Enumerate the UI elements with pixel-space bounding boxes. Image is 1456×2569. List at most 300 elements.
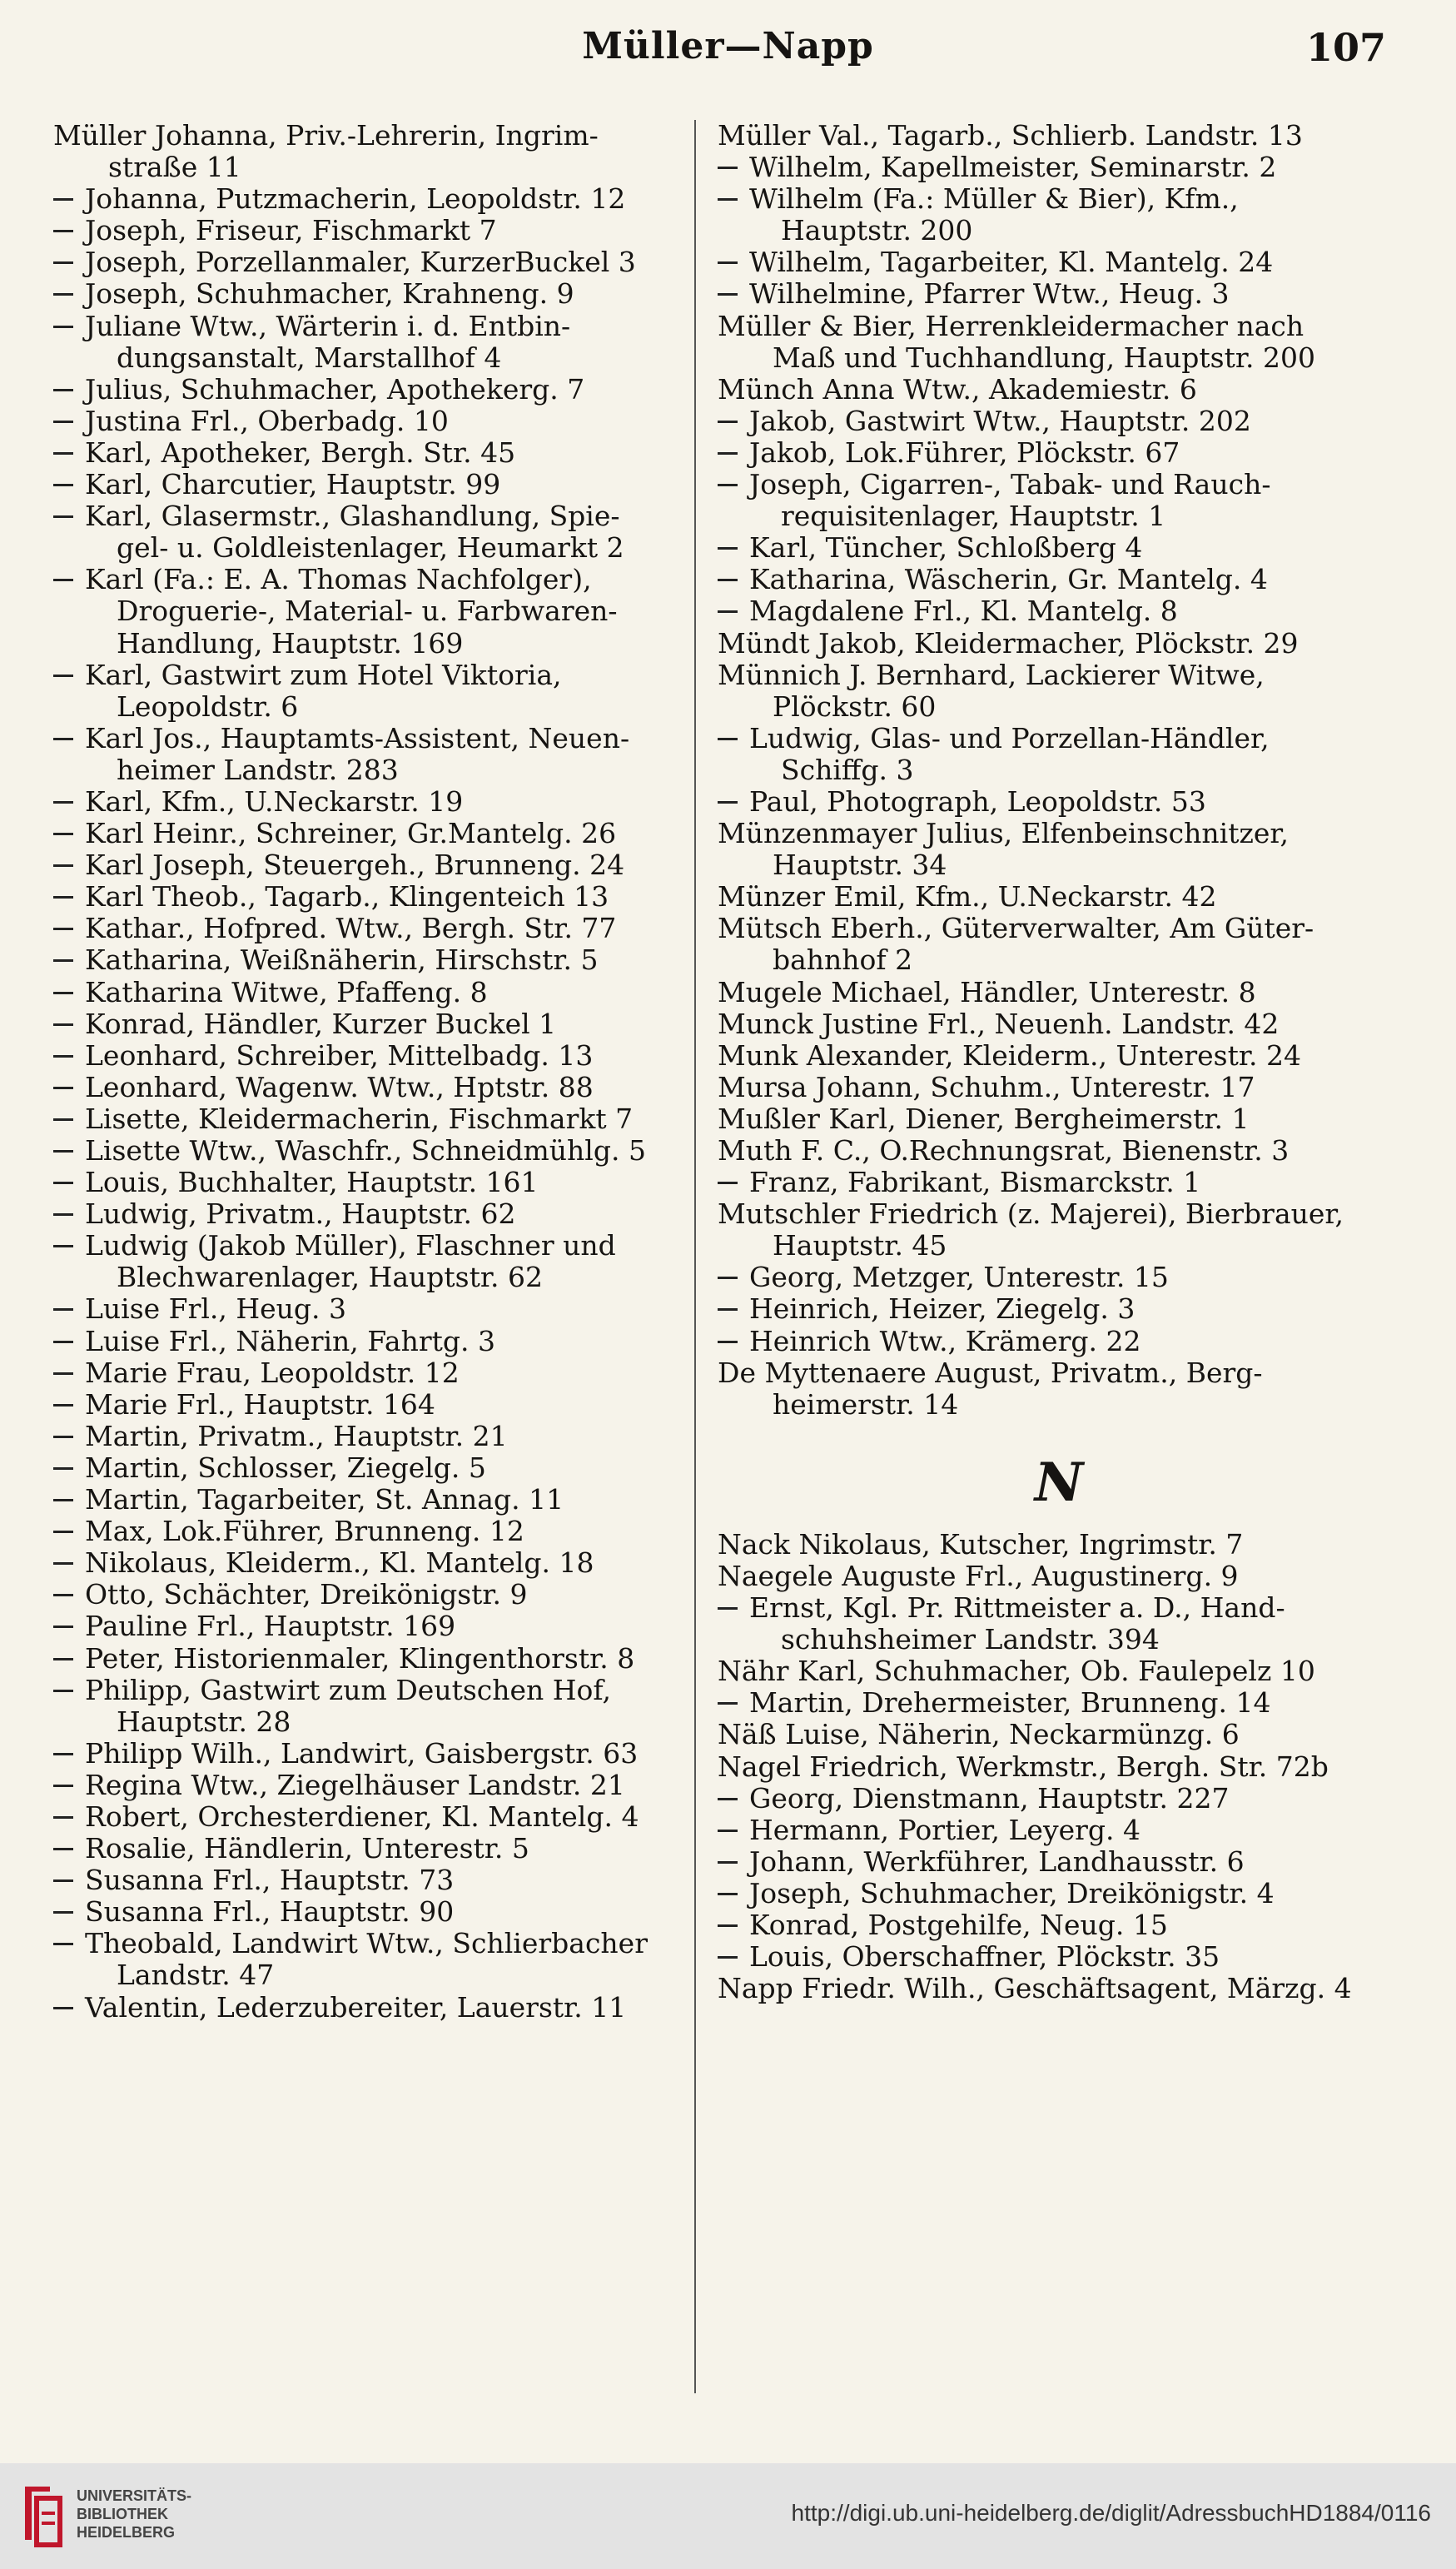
- entry-line: Ludwig (Jakob Müller), Flaschner und: [85, 1229, 616, 1262]
- entry-line: Otto, Schächter, Dreikönigstr. 9: [85, 1578, 528, 1611]
- entry-line: Luise Frl., Heug. 3: [85, 1292, 347, 1326]
- column-divider: [694, 120, 696, 2393]
- ditto-dash-icon: [718, 1182, 738, 1184]
- entry-line: Karl, Glasermstr., Glashandlung, Spie-: [85, 500, 620, 533]
- directory-entry: [53, 1072, 686, 1103]
- entry-line: Pauline Frl., Hauptstr. 169: [85, 1610, 456, 1643]
- ditto-dash-icon: [53, 1213, 73, 1216]
- entry-line: Münzenmayer Julius, Elfenbeinschnitzer,: [718, 817, 1290, 850]
- ditto-dash-icon: [53, 421, 73, 423]
- entry-line: Lisette, Kleidermacherin, Fischmarkt 7: [85, 1102, 634, 1135]
- entry-line: Münch Anna Wtw., Akademiestr. 6: [718, 372, 1197, 406]
- ditto-dash-icon: [53, 1499, 73, 1501]
- directory-entry: [53, 406, 686, 437]
- entry-line: Johanna, Putzmacherin, Leopoldstr. 12: [85, 182, 626, 216]
- directory-entry: [718, 1103, 1400, 1135]
- directory-entry: [53, 183, 686, 215]
- entry-line: Heinrich, Heizer, Ziegelg. 3: [749, 1292, 1135, 1326]
- ditto-dash-icon: [718, 1956, 738, 1959]
- ditto-dash-icon: [718, 738, 738, 740]
- entry-line: Marie Frau, Leopoldstr. 12: [85, 1356, 460, 1389]
- ditto-dash-icon: [53, 293, 73, 296]
- directory-entry: [718, 406, 1400, 437]
- ditto-dash-icon: [53, 738, 73, 740]
- directory-entry: [718, 1262, 1400, 1293]
- directory-entry: [53, 1547, 686, 1579]
- ditto-dash-icon: [718, 1702, 738, 1705]
- directory-entry: [53, 1928, 686, 1991]
- entry-line: Leonhard, Schreiber, Mittelbadg. 13: [85, 1038, 594, 1072]
- ditto-dash-icon: [718, 1830, 738, 1832]
- directory-entry: [53, 977, 686, 1008]
- entry-continuation-line: Droguerie-, Material- u. Farbwaren-: [117, 595, 618, 628]
- directory-entry: [718, 278, 1400, 310]
- directory-entry: [53, 500, 686, 564]
- entry-line: Karl Joseph, Steuergeh., Brunneng. 24: [85, 849, 625, 882]
- entry-continuation-line: Hauptstr. 28: [117, 1705, 291, 1738]
- entry-line: Katharina Witwe, Pfaffeng. 8: [85, 975, 488, 1008]
- entry-line: Kathar., Hofpred. Wtw., Bergh. Str. 77: [85, 912, 617, 945]
- entry-continuation-line: bahnhof 2: [773, 943, 913, 977]
- entry-continuation-line: Blechwarenlager, Hauptstr. 62: [117, 1261, 543, 1294]
- entry-line: Georg, Dienstmann, Hauptstr. 227: [749, 1781, 1230, 1815]
- entry-line: Karl, Tüncher, Schloßberg 4: [749, 531, 1143, 565]
- directory-entry: [53, 1579, 686, 1611]
- entry-line: Lisette Wtw., Waschfr., Schneidmühlg. 5: [85, 1134, 646, 1167]
- ditto-dash-icon: [53, 1658, 73, 1660]
- ditto-dash-icon: [718, 547, 738, 550]
- ditto-dash-icon: [53, 1245, 73, 1247]
- directory-entry: [718, 1561, 1400, 1592]
- entry-line: Rosalie, Händlerin, Unterestr. 5: [85, 1832, 529, 1865]
- entry-line: Nagel Friedrich, Werkmstr., Bergh. Str. 72b: [718, 1750, 1329, 1783]
- ditto-dash-icon: [53, 992, 73, 994]
- ditto-dash-icon: [718, 1893, 738, 1895]
- directory-entry: [718, 311, 1400, 374]
- ditto-dash-icon: [718, 610, 738, 613]
- entry-continuation-line: Maß und Tuchhandlung, Hauptstr. 200: [773, 341, 1315, 374]
- logo-line: BIBLIOTHEK: [77, 2506, 168, 2522]
- ditto-dash-icon: [718, 1277, 738, 1279]
- directory-entry: [718, 1135, 1400, 1167]
- entry-line: Müller Val., Tagarb., Schlierb. Landstr. 13: [718, 119, 1303, 152]
- entry-line: Mütsch Eberh., Güterverwalter, Am Güter-: [718, 912, 1314, 945]
- entry-line: Philipp Wilh., Landwirt, Gaisbergstr. 63: [85, 1736, 639, 1770]
- ditto-dash-icon: [53, 1182, 73, 1184]
- entry-continuation-line: Landstr. 47: [117, 1959, 275, 1992]
- directory-entry: [53, 469, 686, 500]
- university-library-logo-icon: [18, 2480, 67, 2552]
- entry-line: Joseph, Cigarren-, Tabak- und Rauch-: [749, 468, 1271, 501]
- directory-entry: [718, 1846, 1400, 1878]
- ditto-dash-icon: [53, 1753, 73, 1755]
- ditto-dash-icon: [53, 198, 73, 201]
- ditto-dash-icon: [53, 1023, 73, 1026]
- entry-line: Karl, Apotheker, Bergh. Str. 45: [85, 436, 516, 469]
- directory-entry: [53, 1484, 686, 1516]
- directory-entry: [718, 1973, 1400, 2004]
- directory-entry: [53, 1865, 686, 1896]
- directory-entry: [53, 374, 686, 406]
- directory-entry: [53, 1770, 686, 1801]
- entry-continuation-line: schuhsheimer Landstr. 394: [781, 1623, 1160, 1656]
- entry-line: Naegele Auguste Frl., Augustinerg. 9: [718, 1559, 1239, 1592]
- ditto-dash-icon: [53, 326, 73, 328]
- entry-line: Ernst, Kgl. Pr. Rittmeister a. D., Hand-: [749, 1591, 1285, 1625]
- entry-continuation-line: dungsanstalt, Marstallhof 4: [117, 341, 502, 374]
- ditto-dash-icon: [53, 959, 73, 962]
- directory-entry: [53, 1896, 686, 1928]
- entry-line: Johann, Werkführer, Landhausstr. 6: [749, 1845, 1245, 1878]
- directory-entry: [53, 849, 686, 881]
- directory-entry: [53, 660, 686, 723]
- directory-entry: [53, 1357, 686, 1389]
- ditto-dash-icon: [53, 1594, 73, 1596]
- ditto-dash-icon: [718, 1798, 738, 1800]
- directory-entry: [53, 1326, 686, 1357]
- logo-line: UNIVERSITÄTS-: [77, 2487, 192, 2504]
- directory-entry: [53, 1452, 686, 1484]
- ditto-dash-icon: [53, 896, 73, 899]
- ditto-dash-icon: [718, 1924, 738, 1927]
- entry-line: Jakob, Gastwirt Wtw., Hauptstr. 202: [749, 404, 1251, 437]
- directory-entry: [53, 1293, 686, 1325]
- entry-line: Theobald, Landwirt Wtw., Schlierbacher: [85, 1927, 648, 1960]
- entry-line: Napp Friedr. Wilh., Geschäftsagent, Märzg. 4: [718, 1972, 1352, 2005]
- ditto-dash-icon: [718, 1861, 738, 1864]
- entry-line: Leonhard, Wagenw. Wtw., Hptstr. 88: [85, 1070, 594, 1103]
- ditto-dash-icon: [718, 579, 738, 581]
- directory-entry: [718, 1783, 1400, 1815]
- ditto-dash-icon: [53, 1562, 73, 1565]
- entry-line: Mutschler Friedrich (z. Majerei), Bierbrauer,: [718, 1197, 1344, 1231]
- entry-line: Karl (Fa.: E. A. Thomas Nachfolger),: [85, 563, 592, 596]
- ditto-dash-icon: [53, 452, 73, 455]
- entry-continuation-line: straße 11: [108, 151, 241, 184]
- entry-line: Münnich J. Bernhard, Lackierer Witwe,: [718, 658, 1265, 691]
- page-number: 107: [1305, 25, 1386, 70]
- entry-line: Justina Frl., Oberbadg. 10: [85, 404, 449, 437]
- directory-entry: [718, 660, 1400, 723]
- entry-line: Karl Jos., Hauptamts-Assistent, Neuen-: [85, 721, 630, 754]
- entry-line: Jakob, Lok.Führer, Plöckstr. 67: [749, 436, 1180, 469]
- ditto-dash-icon: [718, 198, 738, 201]
- entry-continuation-line: requisitenlager, Hauptstr. 1: [781, 500, 1166, 533]
- entry-line: Juliane Wtw., Wärterin i. d. Entbin-: [85, 309, 571, 342]
- page-title: Müller—Napp: [582, 25, 874, 67]
- ditto-dash-icon: [53, 1690, 73, 1692]
- directory-entry: [718, 723, 1400, 786]
- directory-entry: [53, 1040, 686, 1072]
- entry-continuation-line: Plöckstr. 60: [773, 690, 937, 723]
- ditto-dash-icon: [53, 1467, 73, 1470]
- ditto-dash-icon: [718, 421, 738, 423]
- entry-line: Joseph, Schuhmacher, Dreikönigstr. 4: [749, 1876, 1275, 1909]
- directory-entry: [53, 1801, 686, 1833]
- entry-line: Karl Heinr., Schreiner, Gr.Mantelg. 26: [85, 817, 617, 850]
- entry-line: Heinrich Wtw., Krämerg. 22: [749, 1324, 1141, 1357]
- ditto-dash-icon: [53, 1055, 73, 1058]
- entry-line: Mußler Karl, Diener, Bergheimerstr. 1: [718, 1102, 1250, 1135]
- directory-entry: [53, 723, 686, 786]
- directory-entry: [53, 944, 686, 976]
- directory-entry: [718, 1326, 1400, 1357]
- directory-entry: [53, 1675, 686, 1738]
- directory-entry: [718, 1072, 1400, 1103]
- entry-line: Franz, Fabrikant, Bismarckstr. 1: [749, 1166, 1201, 1199]
- section-letter-n: N: [1034, 1451, 1084, 1514]
- directory-entry: [718, 595, 1400, 627]
- ditto-dash-icon: [53, 230, 73, 232]
- entry-continuation-line: Handlung, Hauptstr. 169: [117, 626, 464, 660]
- directory-entry: [718, 1040, 1400, 1072]
- entry-line: Joseph, Friseur, Fischmarkt 7: [85, 214, 497, 247]
- ditto-dash-icon: [53, 1531, 73, 1533]
- directory-entry: [718, 532, 1400, 564]
- directory-entry: [53, 1643, 686, 1675]
- entry-line: Max, Lok.Führer, Brunneng. 12: [85, 1515, 524, 1548]
- ditto-dash-icon: [53, 261, 73, 264]
- entry-line: Karl, Charcutier, Hauptstr. 99: [85, 468, 501, 501]
- right-column-m-entries: [718, 120, 1400, 1421]
- entry-line: Wilhelm, Tagarbeiter, Kl. Mantelg. 24: [749, 246, 1274, 279]
- ditto-dash-icon: [53, 1911, 73, 1914]
- directory-entry: [53, 215, 686, 246]
- entry-continuation-line: gel- u. Goldleistenlager, Heumarkt 2: [117, 531, 624, 565]
- directory-entry: [53, 1008, 686, 1040]
- entry-line: Louis, Buchhalter, Hauptstr. 161: [85, 1166, 539, 1199]
- entry-line: Julius, Schuhmacher, Apothekerg. 7: [85, 372, 585, 406]
- directory-entry: [53, 1135, 686, 1167]
- directory-entry: [718, 1357, 1400, 1421]
- directory-entry: [718, 1529, 1400, 1561]
- directory-entry: [718, 1687, 1400, 1719]
- ditto-dash-icon: [718, 1308, 738, 1311]
- directory-entry: [718, 881, 1400, 913]
- ditto-dash-icon: [53, 1118, 73, 1121]
- directory-entry: [53, 1389, 686, 1421]
- directory-entry: [718, 1909, 1400, 1941]
- directory-entry: [718, 1655, 1400, 1687]
- entry-line: Wilhelmine, Pfarrer Wtw., Heug. 3: [749, 277, 1230, 311]
- directory-entry: [53, 311, 686, 374]
- ditto-dash-icon: [53, 928, 73, 930]
- entry-line: Muth F. C., O.Rechnungsrat, Bienenstr. 3: [718, 1134, 1290, 1167]
- directory-entry: [53, 1421, 686, 1452]
- directory-entry: [53, 1833, 686, 1865]
- ditto-dash-icon: [53, 1626, 73, 1628]
- library-logo-text: [77, 2487, 191, 2542]
- directory-entry: [53, 786, 686, 818]
- directory-entry: [718, 152, 1400, 183]
- directory-entry: [53, 818, 686, 849]
- ditto-dash-icon: [53, 1848, 73, 1850]
- entry-line: De Myttenaere August, Privatm., Berg-: [718, 1356, 1263, 1389]
- entry-continuation-line: heimer Landstr. 283: [117, 753, 399, 786]
- entry-line: Susanna Frl., Hauptstr. 73: [85, 1864, 455, 1897]
- entry-line: Louis, Oberschaffner, Plöckstr. 35: [749, 1940, 1220, 1974]
- directory-entry: [718, 1719, 1400, 1750]
- ditto-dash-icon: [53, 1372, 73, 1375]
- directory-entry: [718, 1941, 1400, 1973]
- directory-entry: [53, 120, 686, 183]
- ditto-dash-icon: [53, 1404, 73, 1406]
- ditto-dash-icon: [53, 1879, 73, 1882]
- entry-line: Katharina, Wäscherin, Gr. Mantelg. 4: [749, 563, 1268, 596]
- entry-line: Müller & Bier, Herrenkleidermacher nach: [718, 309, 1304, 342]
- directory-entry: [718, 818, 1400, 881]
- entry-line: Wilhelm (Fa.: Müller & Bier), Kfm.,: [749, 182, 1239, 216]
- directory-entry: [718, 246, 1400, 278]
- ditto-dash-icon: [718, 484, 738, 486]
- right-column: [718, 120, 1400, 2004]
- entry-continuation-line: Hauptstr. 200: [781, 214, 973, 247]
- directory-entry: [718, 1008, 1400, 1040]
- directory-entry: [718, 1878, 1400, 1909]
- left-column: [53, 120, 686, 2024]
- entry-line: Nack Nikolaus, Kutscher, Ingrimstr. 7: [718, 1527, 1244, 1561]
- directory-entry: [53, 1738, 686, 1770]
- right-column-n-entries: [718, 1529, 1400, 2004]
- entry-line: Susanna Frl., Hauptstr. 90: [85, 1895, 455, 1929]
- entry-line: Martin, Tagarbeiter, St. Annag. 11: [85, 1483, 564, 1516]
- entry-continuation-line: Schiffg. 3: [781, 753, 914, 786]
- directory-entry: [53, 564, 686, 659]
- entry-line: Müller Johanna, Priv.-Lehrerin, Ingrim-: [53, 119, 599, 152]
- entry-line: Mursa Johann, Schuhm., Unterestr. 17: [718, 1070, 1255, 1103]
- entry-line: Näß Luise, Näherin, Neckarmünzg. 6: [718, 1718, 1240, 1751]
- entry-line: Georg, Metzger, Unterestr. 15: [749, 1261, 1169, 1294]
- entry-line: Munck Justine Frl., Neuenh. Landstr. 42: [718, 1007, 1280, 1040]
- ditto-dash-icon: [53, 1308, 73, 1311]
- ditto-dash-icon: [53, 515, 73, 518]
- entry-line: Joseph, Porzellanmaler, KurzerBuckel 3: [85, 246, 636, 279]
- directory-entry: [53, 1198, 686, 1230]
- ditto-dash-icon: [718, 167, 738, 169]
- directory-entry: [718, 183, 1400, 246]
- directory-entry: [718, 628, 1400, 660]
- entry-continuation-line: heimerstr. 14: [773, 1387, 959, 1421]
- entry-line: Hermann, Portier, Leyerg. 4: [749, 1813, 1141, 1846]
- entry-line: Konrad, Postgehilfe, Neug. 15: [749, 1908, 1168, 1941]
- entry-line: Martin, Drehermeister, Brunneng. 14: [749, 1686, 1271, 1720]
- directory-entry: [53, 278, 686, 310]
- directory-entry: [718, 1751, 1400, 1783]
- directory-entry: [718, 786, 1400, 818]
- ditto-dash-icon: [53, 1341, 73, 1343]
- directory-entry: [53, 913, 686, 944]
- ditto-dash-icon: [53, 1943, 73, 1945]
- directory-entry: [718, 977, 1400, 1008]
- entry-line: Karl, Kfm., U.Neckarstr. 19: [85, 784, 464, 818]
- directory-entry: [53, 1992, 686, 2024]
- entry-line: Ludwig, Glas- und Porzellan-Händler,: [749, 721, 1270, 754]
- entry-line: Nähr Karl, Schuhmacher, Ob. Faulepelz 10: [718, 1655, 1315, 1688]
- directory-entry: [53, 1516, 686, 1547]
- ditto-dash-icon: [718, 293, 738, 296]
- entry-line: Valentin, Lederzubereiter, Lauerstr. 11: [85, 1990, 627, 2024]
- entry-line: Luise Frl., Näherin, Fahrtg. 3: [85, 1324, 495, 1357]
- directory-entry: [718, 1815, 1400, 1846]
- directory-entry: [718, 1198, 1400, 1262]
- entry-line: Karl Theob., Tagarb., Klingenteich 13: [85, 880, 609, 914]
- ditto-dash-icon: [718, 801, 738, 804]
- ditto-dash-icon: [53, 675, 73, 677]
- entry-line: Philipp, Gastwirt zum Deutschen Hof,: [85, 1673, 611, 1706]
- entry-continuation-line: Leopoldstr. 6: [117, 690, 299, 723]
- entry-continuation-line: Hauptstr. 34: [773, 849, 947, 882]
- ditto-dash-icon: [718, 261, 738, 264]
- ditto-dash-icon: [53, 389, 73, 391]
- entry-line: Nikolaus, Kleiderm., Kl. Mantelg. 18: [85, 1546, 594, 1580]
- entry-line: Joseph, Schuhmacher, Krahneng. 9: [85, 277, 574, 311]
- directory-entry: [718, 913, 1400, 976]
- entry-line: Magdalene Frl., Kl. Mantelg. 8: [749, 595, 1178, 628]
- ditto-dash-icon: [53, 833, 73, 835]
- entry-line: Peter, Historienmaler, Klingenthorstr. 8: [85, 1641, 635, 1675]
- directory-entry: [53, 1230, 686, 1293]
- directory-entry: [53, 1611, 686, 1642]
- ditto-dash-icon: [53, 864, 73, 867]
- directory-entry: [53, 437, 686, 469]
- entry-line: Katharina, Weißnäherin, Hirschstr. 5: [85, 943, 599, 977]
- directory-entry: [718, 469, 1400, 532]
- ditto-dash-icon: [53, 1150, 73, 1153]
- entry-line: Regina Wtw., Ziegelhäuser Landstr. 21: [85, 1768, 625, 1801]
- entry-line: Martin, Privatm., Hauptstr. 21: [85, 1419, 508, 1452]
- entry-line: Mugele Michael, Händler, Unterestr. 8: [718, 975, 1256, 1008]
- entry-line: Paul, Photograph, Leopoldstr. 53: [749, 784, 1206, 818]
- entry-line: Mündt Jakob, Kleidermacher, Plöckstr. 29: [718, 626, 1299, 660]
- entry-line: Karl, Gastwirt zum Hotel Viktoria,: [85, 658, 562, 691]
- directory-entry: [53, 246, 686, 278]
- entry-line: Ludwig, Privatm., Hauptstr. 62: [85, 1197, 516, 1231]
- footer-bar: [0, 2463, 1456, 2569]
- ditto-dash-icon: [53, 484, 73, 486]
- ditto-dash-icon: [53, 1785, 73, 1787]
- ditto-dash-icon: [53, 579, 73, 581]
- ditto-dash-icon: [718, 452, 738, 455]
- entry-line: Konrad, Händler, Kurzer Buckel 1: [85, 1007, 557, 1040]
- directory-entry: [718, 437, 1400, 469]
- ditto-dash-icon: [718, 1341, 738, 1343]
- entry-line: Munk Alexander, Kleiderm., Unterestr. 24: [718, 1038, 1301, 1072]
- ditto-dash-icon: [53, 1816, 73, 1819]
- directory-entry: [718, 564, 1400, 595]
- directory-entry: [718, 1167, 1400, 1198]
- directory-entry: [53, 1103, 686, 1135]
- directory-entry: [718, 374, 1400, 406]
- ditto-dash-icon: [53, 1436, 73, 1438]
- ditto-dash-icon: [53, 801, 73, 804]
- entry-line: Marie Frl., Hauptstr. 164: [85, 1387, 435, 1421]
- directory-entry: [718, 1293, 1400, 1325]
- ditto-dash-icon: [53, 2007, 73, 2009]
- entry-line: Robert, Orchesterdiener, Kl. Mantelg. 4: [85, 1800, 639, 1833]
- entry-line: Martin, Schlosser, Ziegelg. 5: [85, 1451, 486, 1484]
- directory-entry: [718, 1592, 1400, 1655]
- entry-line: Münzer Emil, Kfm., U.Neckarstr. 42: [718, 880, 1217, 914]
- directory-entry: [718, 120, 1400, 152]
- logo-line: HEIDELBERG: [77, 2524, 176, 2541]
- directory-entry: [53, 1167, 686, 1198]
- ditto-dash-icon: [53, 1087, 73, 1089]
- directory-entry: [53, 881, 686, 913]
- ditto-dash-icon: [718, 1607, 738, 1610]
- entry-continuation-line: Hauptstr. 45: [773, 1229, 947, 1262]
- source-url-link[interactable]: http://digi.ub.uni-heidelberg.de/diglit/AdressbuchHD1884/0116: [791, 2500, 1431, 2526]
- entry-line: Wilhelm, Kapellmeister, Seminarstr. 2: [749, 151, 1277, 184]
